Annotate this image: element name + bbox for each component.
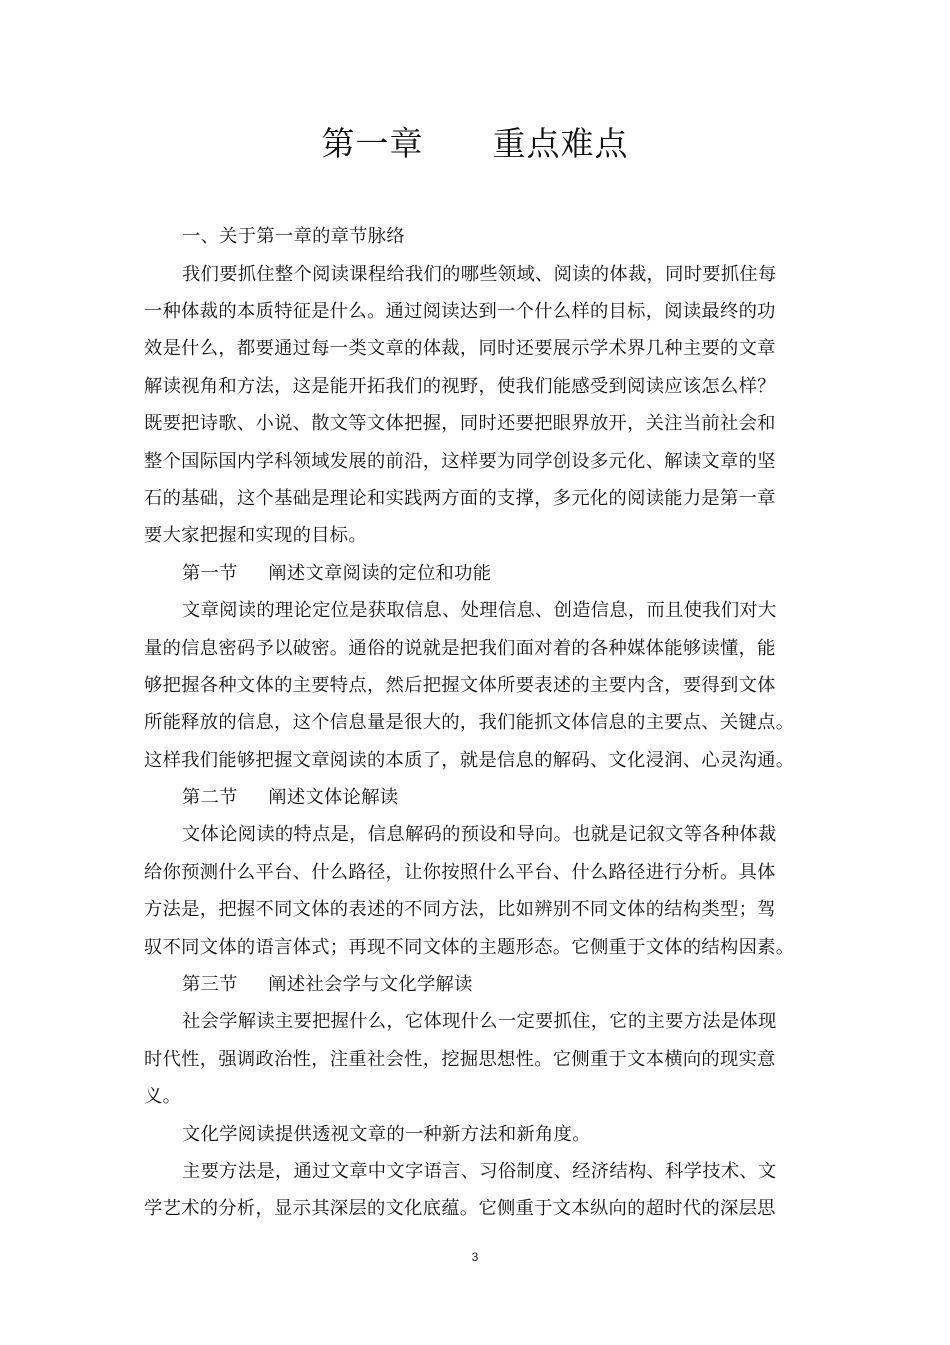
paragraph-line: 整个国际国内学科领域发展的前沿，这样要为同学创设多元化、解读文章的坚 bbox=[144, 451, 776, 472]
paragraph-line: 要大家把握和实现的目标。 bbox=[144, 525, 367, 546]
paragraph-line: 文章阅读的理论定位是获取信息、处理信息、创造信息，而且使我们对大 bbox=[182, 600, 777, 621]
paragraph-line: 效是什么，都要通过每一类文章的体裁，同时还要展示学术界几种主要的文章 bbox=[144, 338, 776, 359]
paragraph-line: 所能释放的信息，这个信息量是很大的，我们能抓文体信息的主要点、关键点。 bbox=[144, 712, 795, 733]
section-heading: 第三节 阐述社会学与文化学解读 bbox=[182, 974, 473, 995]
paragraph-line: 方法是，把握不同文体的表述的不同方法，比如辨别不同文体的结构类型；驾 bbox=[144, 899, 776, 920]
paragraph-line: 学艺术的分析，显示其深层的文化底蕴。它侧重于文本纵向的超时代的深层思 bbox=[144, 1198, 776, 1219]
paragraph-line: 够把握各种文体的主要特点，然后把握文体所要表述的主要内含，要得到文体 bbox=[144, 675, 776, 696]
paragraph-line: 石的基础，这个基础是理论和实践两方面的支撑，多元化的阅读能力是第一章 bbox=[144, 488, 776, 509]
section-heading: 一、关于第一章的章节脉络 bbox=[182, 226, 405, 247]
page-number: 3 bbox=[471, 1250, 479, 1264]
section-heading: 第一节 阐述文章阅读的定位和功能 bbox=[182, 563, 492, 584]
paragraph-line: 我们要抓住整个阅读课程给我们的哪些领域、阅读的体裁，同时要抓住每 bbox=[182, 264, 777, 285]
paragraph-line: 驭不同文体的语言体式；再现不同文体的主题形态。它侧重于文体的结构因素。 bbox=[144, 937, 795, 958]
paragraph-line: 社会学解读主要把握什么，它体现什么一定要抓住，它的主要方法是体现 bbox=[182, 1011, 777, 1032]
paragraph-line: 义。 bbox=[144, 1086, 182, 1107]
paragraph-line: 既要把诗歌、小说、散文等文体把握，同时还要把眼界放开，关注当前社会和 bbox=[144, 413, 776, 434]
paragraph-line: 这样我们能够把握文章阅读的本质了，就是信息的解码、文化浸润、心灵沟通。 bbox=[144, 750, 795, 771]
paragraph-line: 文体论阅读的特点是，信息解码的预设和导向。也就是记叙文等各种体裁 bbox=[182, 824, 777, 845]
paragraph-line: 一种体裁的本质特征是什么。通过阅读达到一个什么样的目标，阅读最终的功 bbox=[144, 301, 776, 322]
paragraph-line: 解读视角和方法，这是能开拓我们的视野，使我们能感受到阅读应该怎么样？ bbox=[144, 376, 776, 397]
chapter-title: 第一章 重点难点 bbox=[321, 124, 629, 163]
paragraph-line: 文化学阅读提供透视文章的一种新方法和新角度。 bbox=[182, 1124, 591, 1145]
paragraph-line: 主要方法是，通过文章中文字语言、习俗制度、经济结构、科学技术、文 bbox=[182, 1161, 777, 1182]
paragraph-line: 给你预测什么平台、什么路径，让你按照什么平台、什么路径进行分析。具体 bbox=[144, 862, 776, 883]
paragraph-line: 时代性，强调政治性，注重社会性，挖掘思想性。它侧重于文本横向的现实意 bbox=[144, 1049, 776, 1070]
section-heading: 第二节 阐述文体论解读 bbox=[182, 787, 399, 808]
paragraph-line: 量的信息密码予以破密。通俗的说就是把我们面对着的各种媒体能够读懂，能 bbox=[144, 638, 776, 659]
